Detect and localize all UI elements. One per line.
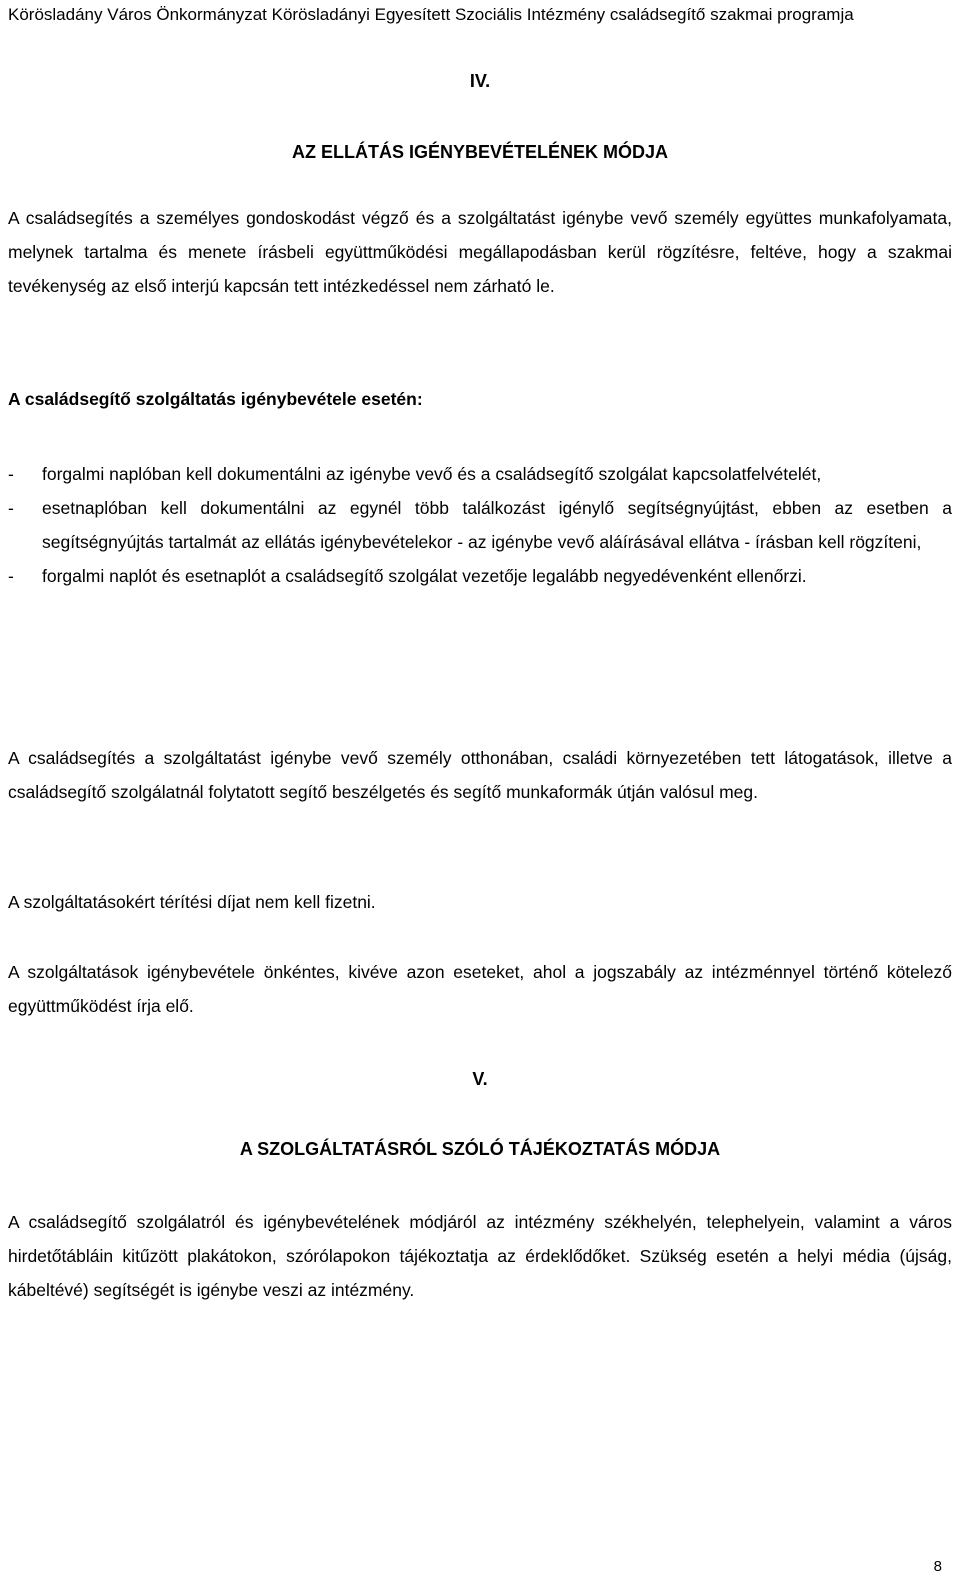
section-number-v: V. — [472, 1069, 488, 1089]
list-item — [8, 559, 952, 593]
list-dash: - — [8, 498, 14, 518]
requirements-list — [8, 457, 952, 593]
paragraph-teritesi-dij: A szolgáltatásokért térítési díjat nem kell fizetni. — [8, 892, 376, 912]
paragraph-onkentes: A szolgáltatások igénybevétele önkéntes, kivéve azon eseteket, ahol a jogszabály az intézménnyel történő kötelező együttműködést írja elő. — [8, 962, 952, 1016]
section-title-v: A SZOLGÁLTATÁSRÓL SZÓLÓ TÁJÉKOZTATÁS MÓDJA — [239, 1139, 721, 1159]
paragraph-tajekoztatas: A családsegítő szolgálatról és igénybevételének módjáról az intézmény székhelyén, telephelyein, valamint a város hirdetőtábláin kitűzött plakátokon, szórólapokon tájékoztatja az érdeklődőket. Szükség esetén a helyi média (újság, kábeltévé) segítségét is igénybe veszi az intézmény. — [8, 1212, 952, 1300]
subheading-igenybevetel: A családsegítő szolgáltatás igénybevétele esetén: — [8, 389, 423, 409]
list-item-text: forgalmi naplóban kell dokumentálni az igénybe vevő és a családsegítő szolgálat kapcsolatfelvételét, — [42, 464, 822, 484]
list-item-text: forgalmi naplót és esetnaplót a családsegítő szolgálat vezetője legalább negyedévenként ellenőrzi. — [42, 566, 807, 586]
page-number: 8 — [933, 1558, 942, 1575]
running-header: Körösladány Város Önkormányzat Körösladányi Egyesített Szociális Intézmény családsegítő szakmai programja — [8, 5, 854, 24]
list-item — [8, 491, 952, 559]
intro-paragraph: A családsegítés a személyes gondoskodást végző és a szolgáltatást igénybe vevő személy együttes munkafolyamata, melynek tartalma és menete írásbeli együttműködési megállapodásban kerül rögzítésre, feltéve, hogy a szakmai tevékenység az első interjú kapcsán tett intézkedéssel nem zárható le. — [8, 208, 952, 296]
list-item — [8, 457, 952, 491]
list-dash: - — [8, 566, 14, 586]
list-dash: - — [8, 464, 14, 484]
section-title-iv: AZ ELLÁTÁS IGÉNYBEVÉTELÉNEK MÓDJA — [291, 142, 669, 162]
list-item-text: esetnaplóban kell dokumentálni az egynél több találkozást igénylő segítségnyújtást, ebben az esetben a segítségnyújtás tartalmát az ellátás igénybevételekor - az igénybe vevő aláírásával ellátva - írásban kell rögzíteni, — [42, 498, 952, 552]
paragraph-csaladsegites: A családsegítés a szolgáltatást igénybe vevő személy otthonában, családi környezetében tett látogatások, illetve a családsegítő szolgálatnál folytatott segítő beszélgetés és segítő munkaformák útján valósul meg. — [8, 748, 952, 802]
section-number-iv: IV. — [469, 71, 491, 91]
